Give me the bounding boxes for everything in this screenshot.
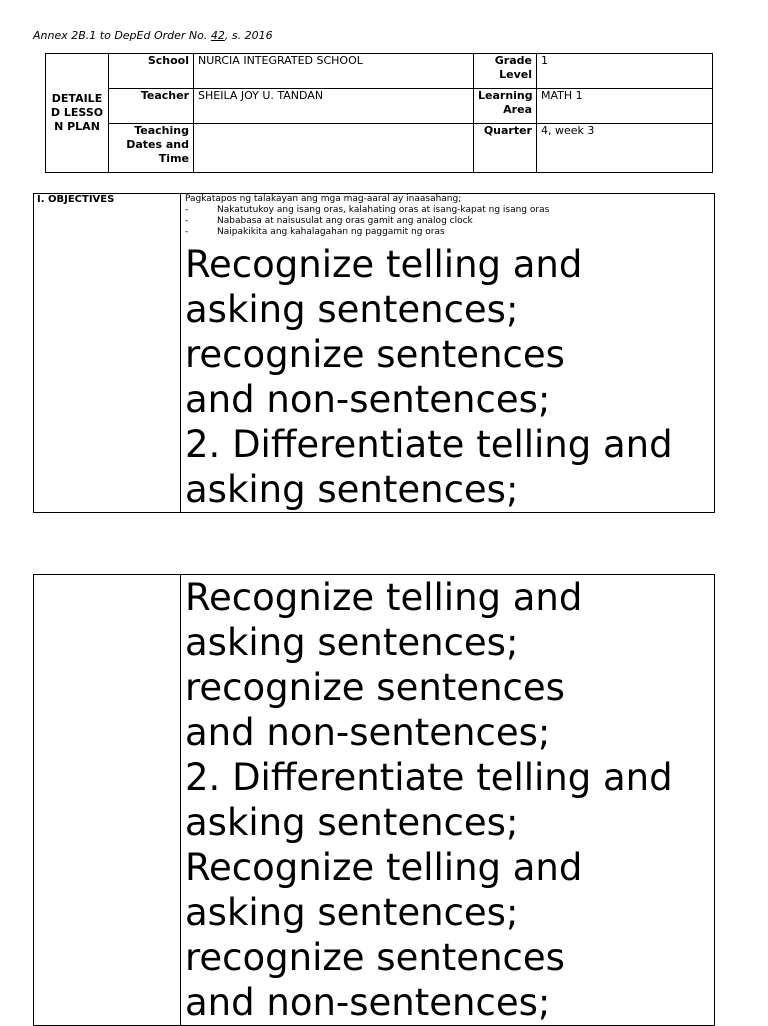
objectives-content xyxy=(181,194,715,513)
grade-level-label: Grade Level xyxy=(474,54,537,89)
teacher-value: SHEILA JOY U. TANDAN xyxy=(194,89,474,124)
objectives-label: I. OBJECTIVES xyxy=(34,194,181,513)
annex-order-number: 42 xyxy=(210,29,225,42)
objective-bullet: - Nababasa at naisusulat ang oras gamit ang analog clock xyxy=(185,216,473,226)
lesson-plan-header-table xyxy=(45,53,713,173)
objectives-large-text: Recognize telling and asking sentences; recognize sentences and non-sentences; 2. Differentiate telling and asking sentences; xyxy=(185,243,673,511)
annex-prefix: Annex 2B.1 to DepEd Order No. xyxy=(33,29,211,42)
second-box-content xyxy=(181,575,715,1026)
grade-level-value: 1 xyxy=(537,54,713,89)
objectives-intro: Pagkatapos ng talakayan ang mga mag-aaral ay inaasahang; xyxy=(185,194,462,204)
teaching-dates-label: Teaching Dates and Time xyxy=(109,124,194,173)
quarter-label: Quarter xyxy=(474,124,537,173)
school-value: NURCIA INTEGRATED SCHOOL xyxy=(194,54,474,89)
second-content-table xyxy=(33,574,715,1026)
annex-suffix: , s. 2016 xyxy=(224,29,273,42)
learning-area-value: MATH 1 xyxy=(537,89,713,124)
annex-reference xyxy=(33,29,273,42)
quarter-value: 4, week 3 xyxy=(537,124,713,173)
objective-bullet: - Naipakikita ang kahalagahan ng paggamit ng oras xyxy=(185,227,445,237)
learning-area-label: Learning Area xyxy=(474,89,537,124)
objectives-table xyxy=(33,193,715,513)
teaching-dates-value xyxy=(194,124,474,173)
school-label: School xyxy=(109,54,194,89)
objective-bullet: - Nakatutukoy ang isang oras, kalahating oras at isang-kapat ng isang oras xyxy=(185,205,550,215)
second-box-label xyxy=(34,575,181,1026)
second-box-large-text: Recognize telling and asking sentences; recognize sentences and non-sentences; 2. Differentiate telling and asking sentences; Recognize telling and asking sentences; recognize sentences and non-sentences; xyxy=(185,576,673,1024)
detailed-lesson-plan-label: DETAILED LESSON PLAN xyxy=(46,54,109,173)
teacher-label: Teacher xyxy=(109,89,194,124)
